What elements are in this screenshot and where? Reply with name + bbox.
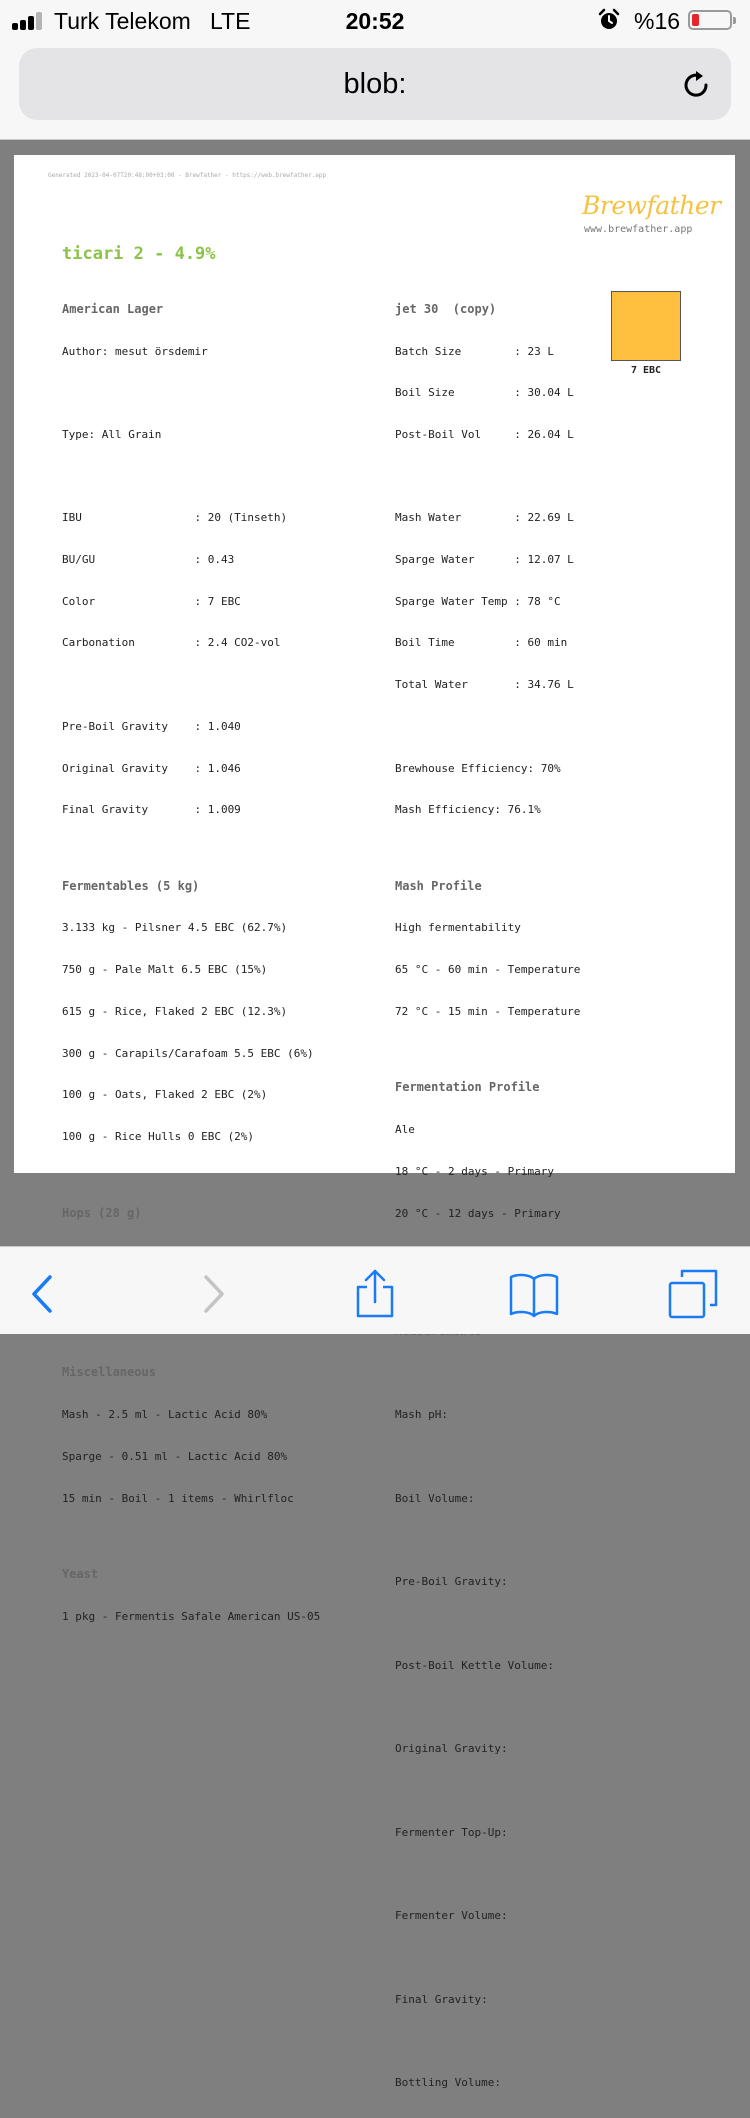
- fermentation-profile-item: 18 °C - 2 days - Primary: [395, 1164, 554, 1178]
- back-icon[interactable]: [18, 1269, 68, 1319]
- recipe-author: Author: mesut örsdemir: [62, 344, 208, 358]
- stat-pre-boil-gravity: Pre-Boil Gravity : 1.040: [62, 719, 241, 733]
- recipe-document-page: [14, 155, 735, 2090]
- stat-ibu: IBU : 20 (Tinseth): [62, 511, 288, 525]
- yeast-heading: Yeast: [62, 1567, 99, 1582]
- stat-final-gravity: Final Gravity : 1.009: [62, 803, 241, 817]
- clock: 20:52: [345, 8, 405, 34]
- equipment-boil-size: Boil Size : 30.04 L: [395, 386, 574, 400]
- water-sparge-temp: Sparge Water Temp : 78 °C: [395, 594, 561, 608]
- bookmarks-icon[interactable]: [509, 1269, 559, 1319]
- share-icon[interactable]: [350, 1269, 400, 1319]
- fermentable-item: 615 g - Rice, Flaked 2 EBC (12.3%): [62, 1004, 288, 1018]
- measurement-final-gravity: Final Gravity:: [395, 1992, 488, 2006]
- battery-percent: %16: [634, 8, 681, 34]
- alarm-clock-icon: [598, 9, 620, 31]
- fermentable-item: 750 g - Pale Malt 6.5 EBC (15%): [62, 963, 268, 977]
- fermentation-profile-heading: Fermentation Profile: [395, 1080, 540, 1095]
- status-bar: [0, 0, 750, 40]
- beer-color-swatch: [611, 291, 681, 361]
- fermentable-item: 3.133 kg - Pilsner 4.5 EBC (62.7%): [62, 921, 288, 935]
- fermentable-item: 300 g - Carapils/Carafoam 5.5 EBC (6%): [62, 1046, 314, 1060]
- recipe-style: American Lager: [62, 301, 164, 316]
- misc-item: 15 min - Boil - 1 items - Whirlfloc: [62, 1491, 294, 1505]
- fermentation-profile-item: Ale: [395, 1123, 415, 1137]
- equipment-post-boil-vol: Post-Boil Vol : 26.04 L: [395, 427, 574, 441]
- fermentation-profile-item: 20 °C - 12 days - Primary: [395, 1206, 561, 1220]
- equipment-name: jet 30 (copy): [395, 301, 497, 316]
- brewfather-url: www.brewfather.app: [584, 224, 693, 235]
- hops-heading: Hops (28 g): [62, 1205, 142, 1220]
- mash-profile-item: 72 °C - 15 min - Temperature: [395, 1004, 581, 1018]
- measurement-bottling-volume: Bottling Volume:: [395, 2076, 501, 2090]
- mash-efficiency: Mash Efficiency: 76.1%: [395, 803, 541, 817]
- carrier-label: Turk Telekom LTE: [54, 8, 251, 34]
- measurement-original-gravity: Original Gravity:: [395, 1742, 508, 1756]
- measurement-mash-ph: Mash pH:: [395, 1408, 448, 1422]
- browser-toolbar: [0, 1246, 750, 1334]
- recipe-title: ticari 2 - 4.9%: [62, 244, 216, 264]
- fermentable-item: 100 g - Rice Hulls 0 EBC (2%): [62, 1129, 255, 1143]
- measurement-post-boil-kettle-volume: Post-Boil Kettle Volume:: [395, 1658, 554, 1672]
- yeast-item: 1 pkg - Fermentis Safale American US-05: [62, 1609, 321, 1623]
- mash-profile-item: High fermentability: [395, 921, 521, 935]
- url-text: blob:: [343, 68, 407, 100]
- fermentables-heading: Fermentables (5 kg): [62, 878, 200, 893]
- recipe-type: Type: All Grain: [62, 427, 162, 441]
- recipe-right-column: [395, 275, 580, 2118]
- equipment-batch-size: Batch Size : 23 L: [395, 344, 554, 358]
- url-field[interactable]: [19, 48, 731, 120]
- measurement-pre-boil-gravity: Pre-Boil Gravity:: [395, 1575, 508, 1589]
- water-total: Total Water : 34.76 L: [395, 678, 574, 692]
- generated-line: Generated 2023-04-07T20:48:00+03:00 - Brewfather - https://web.brewfather.app: [48, 172, 327, 179]
- measurement-boil-volume: Boil Volume:: [395, 1491, 475, 1505]
- misc-item: Sparge - 0.51 ml - Lactic Acid 80%: [62, 1449, 288, 1463]
- stat-carbonation: Carbonation : 2.4 CO2-vol: [62, 636, 281, 650]
- tabs-icon[interactable]: [668, 1269, 718, 1319]
- stat-original-gravity: Original Gravity : 1.046: [62, 761, 241, 775]
- reload-icon[interactable]: [679, 68, 713, 102]
- forward-icon[interactable]: [188, 1269, 238, 1319]
- measurement-fermenter-volume: Fermenter Volume:: [395, 1909, 508, 1923]
- mash-profile-heading: Mash Profile: [395, 878, 482, 893]
- battery-icon: [688, 10, 732, 30]
- water-sparge: Sparge Water : 12.07 L: [395, 553, 574, 567]
- recipe-left-column: [62, 275, 380, 1651]
- misc-item: Mash - 2.5 ml - Lactic Acid 80%: [62, 1408, 268, 1422]
- stat-bugu: BU/GU : 0.43: [62, 553, 235, 567]
- browser-address-bar: [0, 40, 750, 140]
- beer-color-label: 7 EBC: [630, 365, 662, 376]
- measurement-fermenter-top-up: Fermenter Top-Up:: [395, 1825, 508, 1839]
- fermentable-item: 100 g - Oats, Flaked 2 EBC (2%): [62, 1088, 268, 1102]
- brewfather-logo: Brewfather: [582, 191, 721, 220]
- brewhouse-efficiency: Brewhouse Efficiency: 70%: [395, 761, 561, 775]
- mash-profile-item: 65 °C - 60 min - Temperature: [395, 963, 581, 977]
- water-mash: Mash Water : 22.69 L: [395, 511, 574, 525]
- stat-color: Color : 7 EBC: [62, 594, 241, 608]
- misc-heading: Miscellaneous: [62, 1365, 156, 1380]
- boil-time: Boil Time : 60 min: [395, 636, 568, 650]
